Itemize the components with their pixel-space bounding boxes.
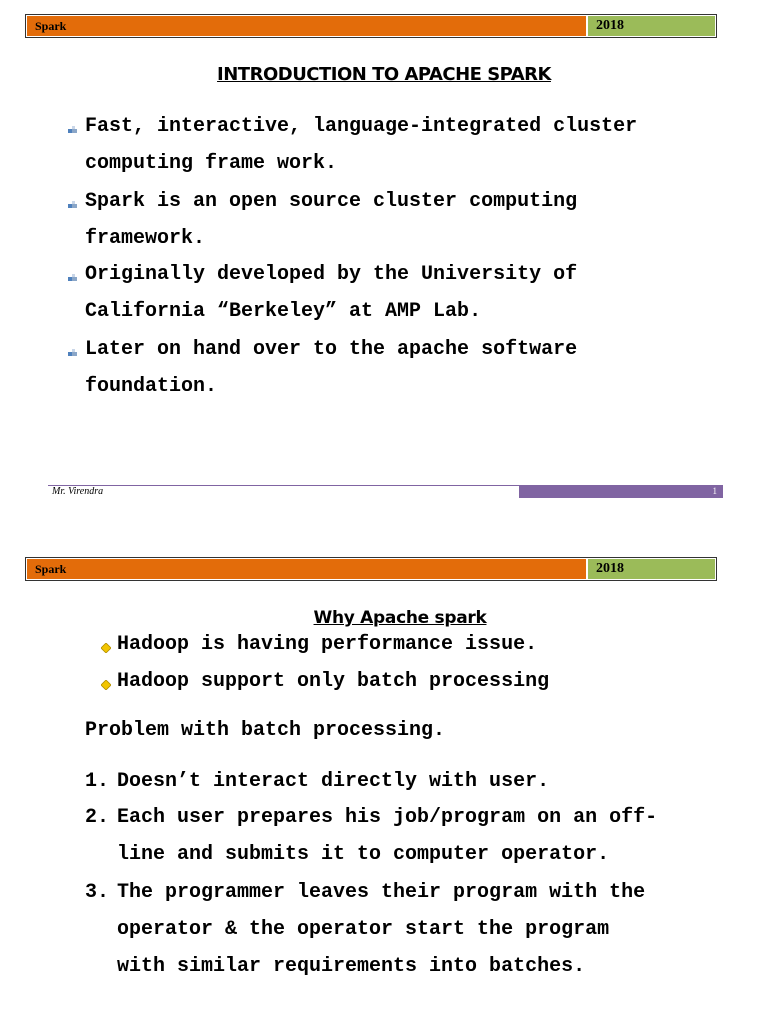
numbered-item-1-number: 1.: [85, 770, 110, 793]
page2-bullet-2: Hadoop support only batch processing: [117, 670, 550, 693]
page1-header: [25, 14, 717, 38]
page2-bullet-1: Hadoop is having performance issue.: [117, 633, 538, 656]
square-bullet-icon: [68, 273, 77, 281]
page1-bullet-1-line2: computing frame work.: [85, 152, 338, 175]
numbered-item-1-line1: Doesn’t interact directly with user.: [117, 770, 550, 793]
numbered-item-2-line2: line and submits it to computer operator.: [117, 843, 610, 866]
page1-bullet-3-line1: Originally developed by the University of: [85, 263, 578, 286]
page1-bullet-4-line2: foundation.: [85, 375, 218, 398]
square-bullet-icon: [68, 125, 77, 133]
page1-bullet-1-line1: Fast, interactive, language-integrated cluster: [85, 115, 638, 138]
page2-header: [25, 557, 717, 581]
page1-bullet-3-line2: California “Berkeley” at AMP Lab.: [85, 300, 482, 323]
footer-author: Mr. Virendra: [52, 486, 104, 497]
numbered-item-3-number: 3.: [85, 881, 110, 904]
numbered-item-2-line1: Each user prepares his job/program on an off-: [117, 806, 658, 829]
page2-header-left: Spark: [26, 558, 587, 580]
page1-bullet-2-line1: Spark is an open source cluster computing: [85, 190, 578, 213]
numbered-item-2-number: 2.: [85, 806, 110, 829]
square-bullet-icon: [68, 348, 77, 356]
numbered-item-3-line2: operator & the operator start the program: [117, 918, 610, 941]
page1-header-right: 2018: [587, 15, 716, 37]
page2-header-right: 2018: [587, 558, 716, 580]
diamond-bullet-icon: [101, 643, 111, 653]
page1-footer: [48, 485, 723, 499]
page1-bullet-2-line2: framework.: [85, 227, 206, 250]
square-bullet-icon: [68, 200, 77, 208]
numbered-item-3-line1: The programmer leaves their program with the: [117, 881, 646, 904]
footer-page-number: 1: [712, 486, 717, 496]
page1-header-left: Spark: [26, 15, 587, 37]
problem-heading: Problem with batch processing.: [85, 719, 446, 742]
diamond-bullet-icon: [101, 680, 111, 690]
footer-bar: [519, 486, 723, 498]
page1-bullet-4-line1: Later on hand over to the apache software: [85, 338, 578, 361]
numbered-item-3-line3: with similar requirements into batches.: [117, 955, 586, 978]
page2-title: Why Apache spark: [313, 608, 487, 628]
page1-title: INTRODUCTION TO APACHE SPARK: [217, 64, 551, 85]
